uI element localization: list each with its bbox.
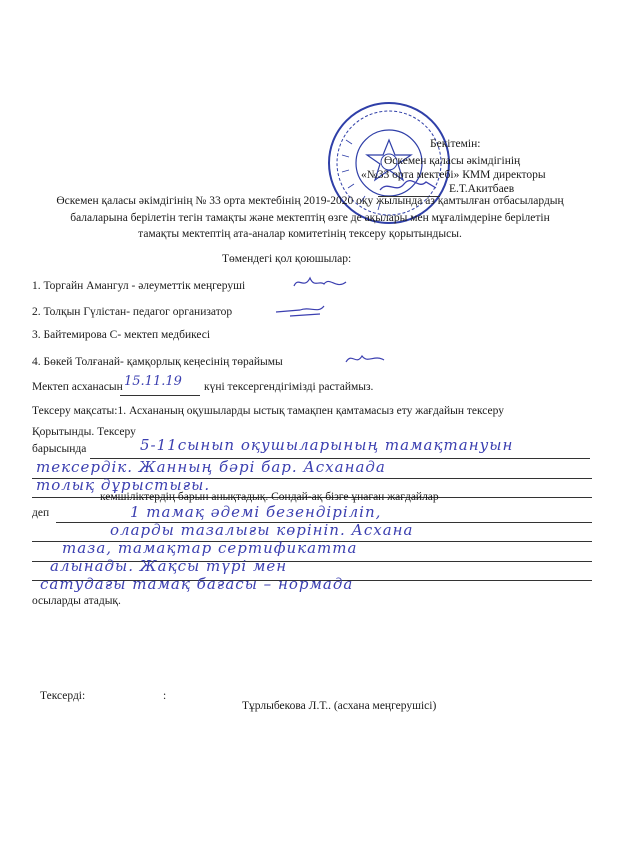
confirm-prefix: Мектеп асханасын [32, 381, 123, 393]
result-label-2: барысында [32, 443, 87, 455]
signer-1: 1. Торгайн Амангул - әлеуметтік меңгеруші [32, 280, 246, 292]
liked-handwriting-5: сатудағы тамақ бағасы – нормада [40, 575, 354, 593]
signer-4-signature [342, 348, 388, 370]
result-handwriting-3: толық дұрыстығы. [36, 476, 211, 494]
de-label: деп [32, 507, 50, 519]
confirm-suffix: күні тексергендігімізді растаймыз. [204, 381, 374, 393]
document-heading-line-1: Өскемен қаласы әкімдігінің № 33 орта мектебінің 2019-2020 оқу жылында аз қамтылған отбасылардың [56, 195, 564, 207]
result-handwriting-2: тексердік. Жанның бәрі бар. Асханада [36, 458, 386, 476]
approval-line-2: «№33 орта мектебі» КММ директоры [361, 169, 546, 181]
liked-handwriting-2: оларды тазалығы көрініп. Асхана [110, 521, 414, 539]
signer-2-signature [270, 300, 330, 322]
result-label-1: Қорытынды. Тексеру [32, 426, 136, 438]
signers-intro: Төмендегі қол қоюшылар: [222, 253, 352, 265]
purpose-text: Тексеру мақсаты:1. Асхананың оқушыларды ыстық тамақпен қамтамасыз ету жағдайын тексеру [32, 405, 505, 417]
liked-handwriting-4: алынады. Жақсы түрі мен [50, 557, 288, 575]
document-heading-line-2: балаларына берілетін тегін тамақты және мектептің өзге де ақылары мен мұғалімдеріне берілетін [70, 212, 550, 224]
result-handwriting-1: 5-11сынып оқушыларының тамақтануын [140, 436, 514, 454]
checked-label: Тексерді: [40, 690, 86, 702]
signer-2: 2. Толқын Гүлістан- педагог организатор [32, 306, 233, 318]
signer-1-signature [290, 272, 350, 294]
signer-3: 3. Байтемирова С- мектеп медбикесі [32, 329, 211, 341]
approval-line-1: Өскемен қаласы әкімдігінің [384, 155, 521, 167]
confirm-date: 15.11.19 [124, 374, 182, 389]
checker-name: Тұрлыбекова Л.Т.. (асхана меңгерушісі) [242, 700, 437, 712]
approval-title: Бекітемін: [430, 138, 481, 150]
signer-4: 4. Бөкей Толғанай- қамқорлық кеңесінің төрайымы [32, 356, 283, 368]
date-line [120, 395, 200, 396]
liked-handwriting-1: 1 тамақ әдемі безендіріліп, [130, 503, 382, 521]
checked-colon: : [163, 690, 167, 702]
approval-line-3: Е.Т.Акитбаев [449, 183, 515, 195]
closing-text: осыларды атадық. [32, 595, 121, 607]
liked-handwriting-3: таза, тамақтар сертификатта [62, 539, 358, 557]
document-heading-line-3: тамақты мектептің ата-аналар комитетінің тексеру қорытындысы. [138, 228, 462, 240]
deficiencies-text: кемшіліктердің барын анықтадық. Сондай-ақ бізге ұнаған жағдайлар [100, 491, 439, 503]
